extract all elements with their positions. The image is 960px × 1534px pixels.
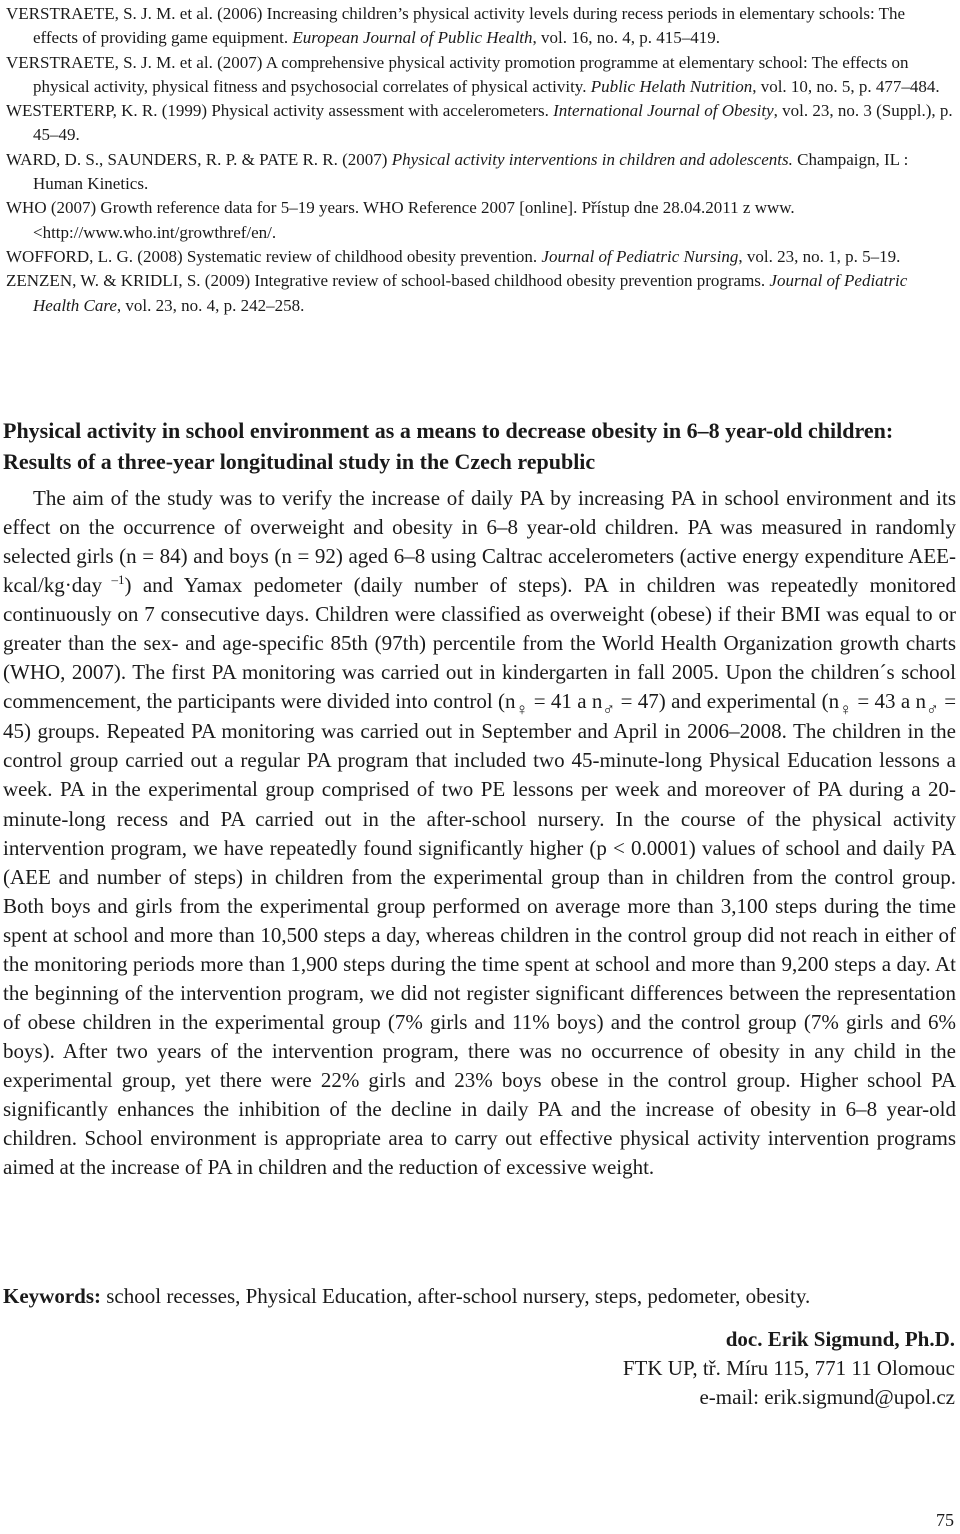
- female-symbol-icon: ♀: [515, 700, 529, 720]
- keywords: [3, 1282, 957, 1311]
- journal-title: International Journal of Obesity: [553, 101, 774, 121]
- abstract-paragraph: The aim of the study was to verify the increase of daily PA by increasing PA in school environment and its effect on the occurrence of overweight and obesity in 6–8 year-old children. PA was measured in randomly selected girls (n = 84) and boys (n = 92) aged 6–8 using Caltrac accelerometers (active energy expenditure AEE-kcal/kg·day $^{-1}$) and Yamax pedometer (daily number of steps). PA in children was repeatedly monitored continuously on 7 consecutive days. Children were classified as overweight (obese) if their BMI was equal to or greater than the sex- and age-specific 85th (97th) percentile from the World Health Organization growth charts (WHO, 2007). The first PA monitoring was carried out in kindergarten in fall 2005. Upon the children´s school commencement, the participants were divided into control ($n_♀ = 41$ a $n_♂ = 47$) and experimental ($n_♀ = 43$ a $n_♂ = 45$) groups. Repeated PA monitoring was carried out in September and April in 2006–2008. The children in the control group carried out a regular PA program that included two 45-minute-long Physical Education lessons a week. PA in the experimental group comprised of two PE lessons per week and moreover of PA during a 20-minute-long recess and PA carried out in the after-school nursery. In the course of the physical activity intervention program, we have repeatedly found significantly higher (p < 0.0001) values of school and daily PA (AEE and number of steps) in children from the experimental group than in children from the control group. Both boys and girls from the experimental group performed on average more than 3,100 steps during the time spent at school and more than 10,500 steps a day, whereas children in the control group did not reach in either of the monitoring periods more than 1,900 steps during the time spent at school and more than 9,200 steps a day. At the beginning of the intervention program, we did not register significant differences between the representation of obese children in the experimental group (7% girls and 11% boys) and the control group (7% girls and 6% boys). After two years of the intervention program, there was no occurrence of obesity in any child in the experimental group, yet there were 22% girls and 23% boys obese in the control group. Higher school PA significantly enhances the inhibition of the decline in daily PA and the increase of obesity in 6–8 year-old children. School environment is appropriate area to carry out effective physical activity intervention programs aimed at the increase of PA in children and the reduction of excessive weight.: [3, 486, 957, 1180]
- journal-title: Journal of Pediatric Health Care: [33, 271, 908, 315]
- female-symbol-icon: ♀: [839, 700, 853, 720]
- author-name: doc. Erik Sigmund, Ph.D.: [725, 1327, 955, 1351]
- male-symbol-icon: ♂: [602, 700, 616, 720]
- book-title: Physical activity interventions in children and adolescents.: [391, 149, 793, 169]
- reference-entry: WESTERTERP, K. R. (1999) Physical activity assessment with accelerometers. International Journal of Obesity, vol. 23, no. 3 (Suppl.), p. 45–49.: [6, 101, 953, 145]
- article-title: Physical activity in school environment as a means to decrease obesity in 6–8 year-old children: Results of a three-year longitudinal study in the Czech republic: [3, 418, 894, 474]
- keywords-list: school recesses, Physical Education, after-school nursery, steps, pedometer, obesity.: [101, 1284, 811, 1308]
- reference-entry: WOFFORD, L. G. (2008) Systematic review of childhood obesity prevention. Journal of Pediatric Nursing, vol. 23, no. 1, p. 5–19.: [6, 246, 901, 266]
- reference-entry: VERSTRAETE, S. J. M. et al. (2006) Increasing children’s physical activity levels during recess periods in elementary schools: The effects of providing game equipment. European Journal of Public Health, vol. 16, no. 4, p. 415–419.: [6, 4, 906, 48]
- author-block: [255, 1325, 955, 1412]
- keywords-label: Keywords:: [3, 1284, 101, 1308]
- page-number: 75: [936, 1510, 954, 1530]
- reference-entry: WHO (2007) Growth reference data for 5–19 years. WHO Reference 2007 [online]. Přístup dne 28.04.2011 z www.<http://www.who.int/growthref/en/.: [6, 198, 795, 242]
- author-email: e-mail: erik.sigmund@upol.cz: [699, 1385, 955, 1409]
- author-address: FTK UP, tř. Míru 115, 771 11 Olomouc: [622, 1356, 955, 1380]
- reference-entry: ZENZEN, W. & KRIDLI, S. (2009) Integrative review of school-based childhood obesity prevention programs. Journal of Pediatric Health Care, vol. 23, no. 4, p. 242–258.: [6, 271, 908, 315]
- journal-title: Journal of Pediatric Nursing: [541, 246, 739, 266]
- exponent: –1: [102, 572, 125, 588]
- male-symbol-icon: ♂: [926, 700, 939, 720]
- journal-title: European Journal of Public Health: [292, 28, 533, 48]
- reference-entry: WARD, D. S., SAUNDERS, R. P. & PATE R. R. (2007) Physical activity interventions in children and adolescents. Champaign, IL : Human Kinetics.: [6, 149, 909, 194]
- reference-entry: VERSTRAETE, S. J. M. et al. (2007) A comprehensive physical activity promotion programme at elementary school: The effects on physical activity, physical fitness and psychosocial correlates of physical activity. Public Helath Nutrition, vol. 10, no. 5, p. 477–484.: [6, 52, 940, 96]
- journal-title: Public Helath Nutrition: [590, 76, 753, 96]
- reference-list: [6, 2, 954, 318]
